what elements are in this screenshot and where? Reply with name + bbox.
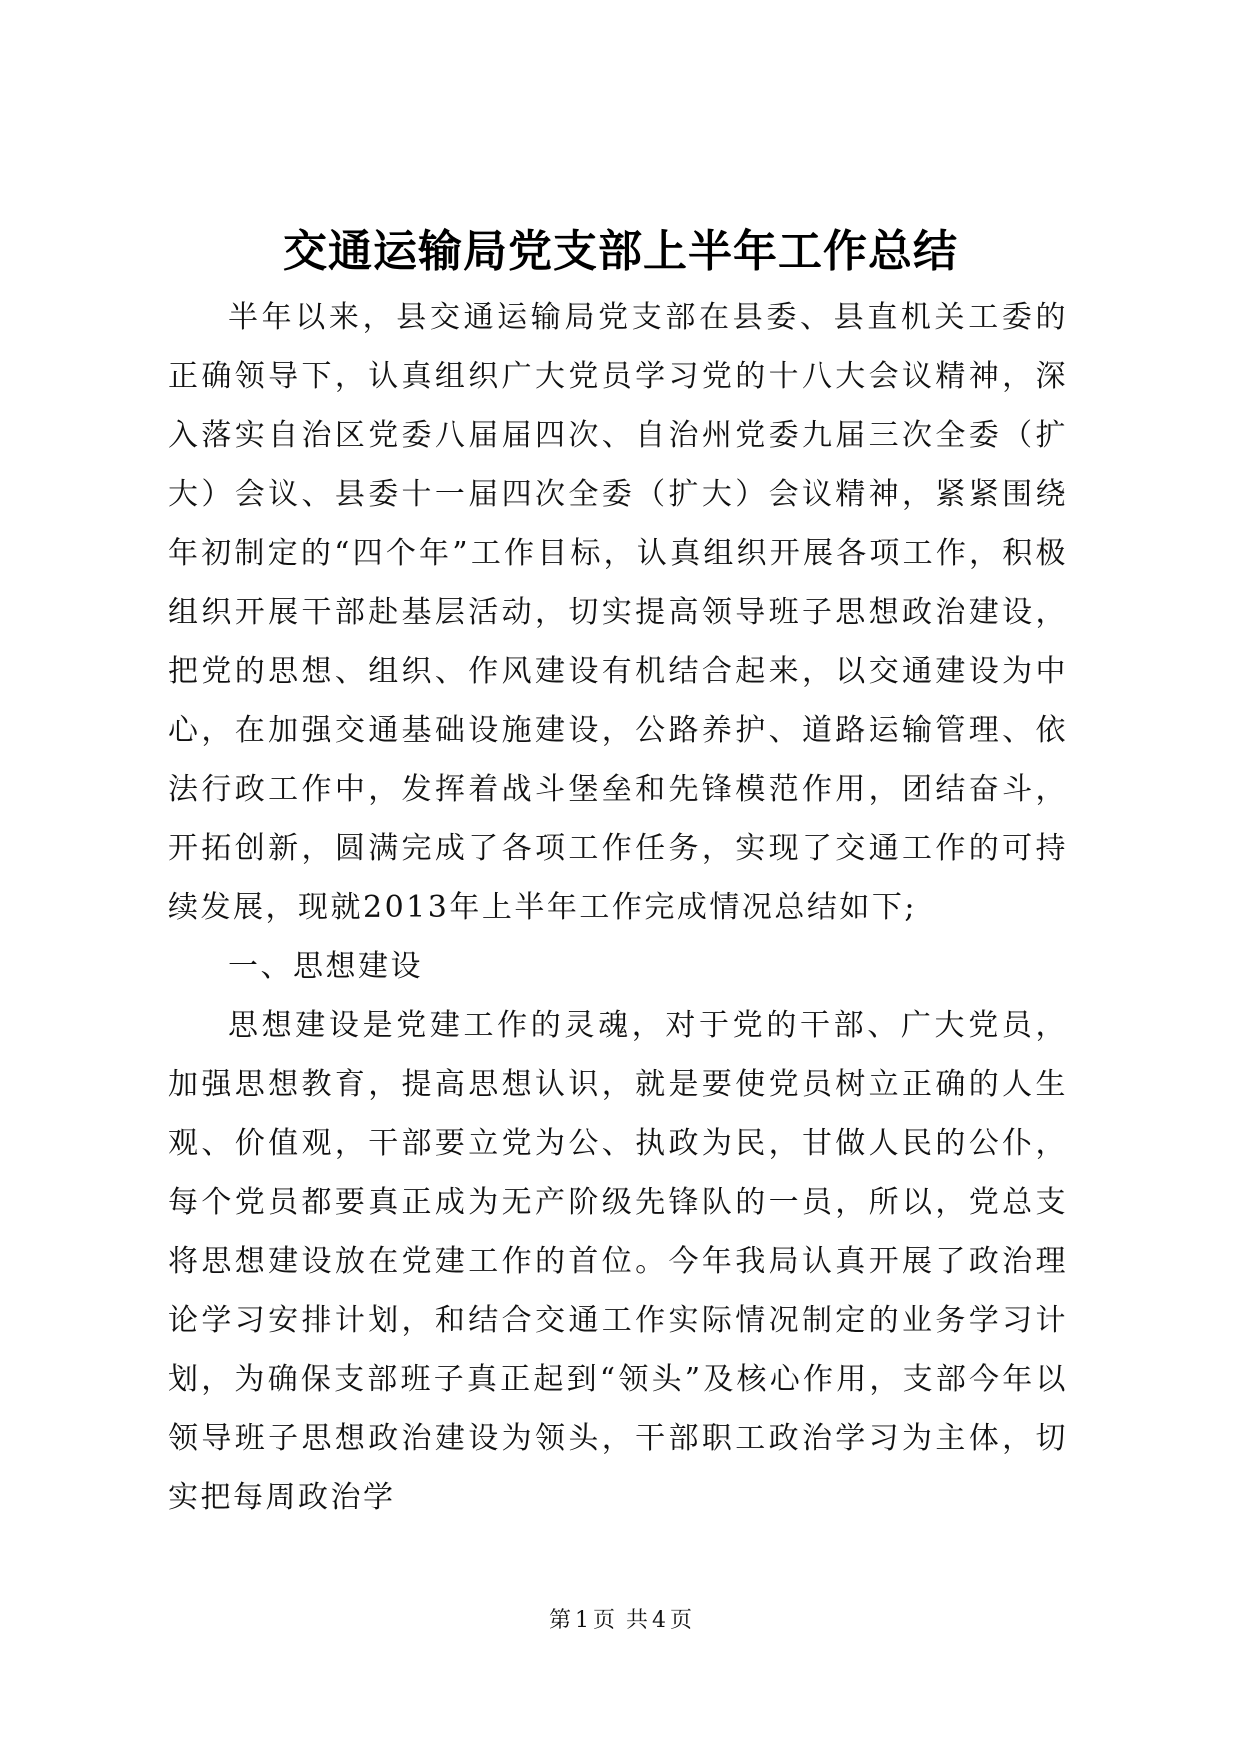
footer-total-unit: 页	[670, 1608, 693, 1633]
footer-page-number: 1	[574, 1608, 589, 1633]
footer-total-prefix: 共	[626, 1608, 649, 1633]
ideology-paragraph: 思想建设是党建工作的灵魂，对于党的干部、广大党员，加强思想教育，提高思想认识，就是要使党员树立正确的人生观、价值观，干部要立党为公、执政为民，甘做人民的公仆，每个党员都要真正成为无产阶级先锋队的一员，所以，党总支将思想建设放在党建工作的首位。今年我局认真开展了政治理论学习安排计划，和结合交通工作实际情况制定的业务学习计划，为确保支部班子真正起到“领头”及核心作用，支部今年以领导班子思想政治建设为领头，干部职工政治学习为主体，切实把每周政治学	[168, 1008, 1068, 1515]
document-body	[168, 288, 1068, 1527]
footer-total-pages: 4	[652, 1608, 667, 1633]
page-footer	[0, 1606, 1241, 1636]
section-heading-ideology: 一、思想建设	[228, 949, 423, 984]
footer-page-prefix: 第	[548, 1608, 571, 1633]
footer-page-unit: 页	[592, 1608, 615, 1633]
intro-paragraph: 半年以来，县交通运输局党支部在县委、县直机关工委的正确领导下，认真组织广大党员学习党的十八大会议精神，深入落实自治区党委八届届四次、自治州党委九届三次全委（扩大）会议、县委十一届四次全委（扩大）会议精神，紧紧围绕年初制定的“四个年”工作目标，认真组织开展各项工作，积极组织开展干部赴基层活动，切实提高领导班子思想政治建设，把党的思想、组织、作风建设有机结合起来，以交通建设为中心，在加强交通基础设施建设，公路养护、道路运输管理、依法行政工作中，发挥着战斗堡垒和先锋模范作用，团结奋斗，开拓创新，圆满完成了各项工作任务，实现了交通工作的可持续发展，现就2013年上半年工作完成情况总结如下;	[168, 300, 1068, 925]
document-title: 交通运输局党支部上半年工作总结	[283, 226, 958, 277]
